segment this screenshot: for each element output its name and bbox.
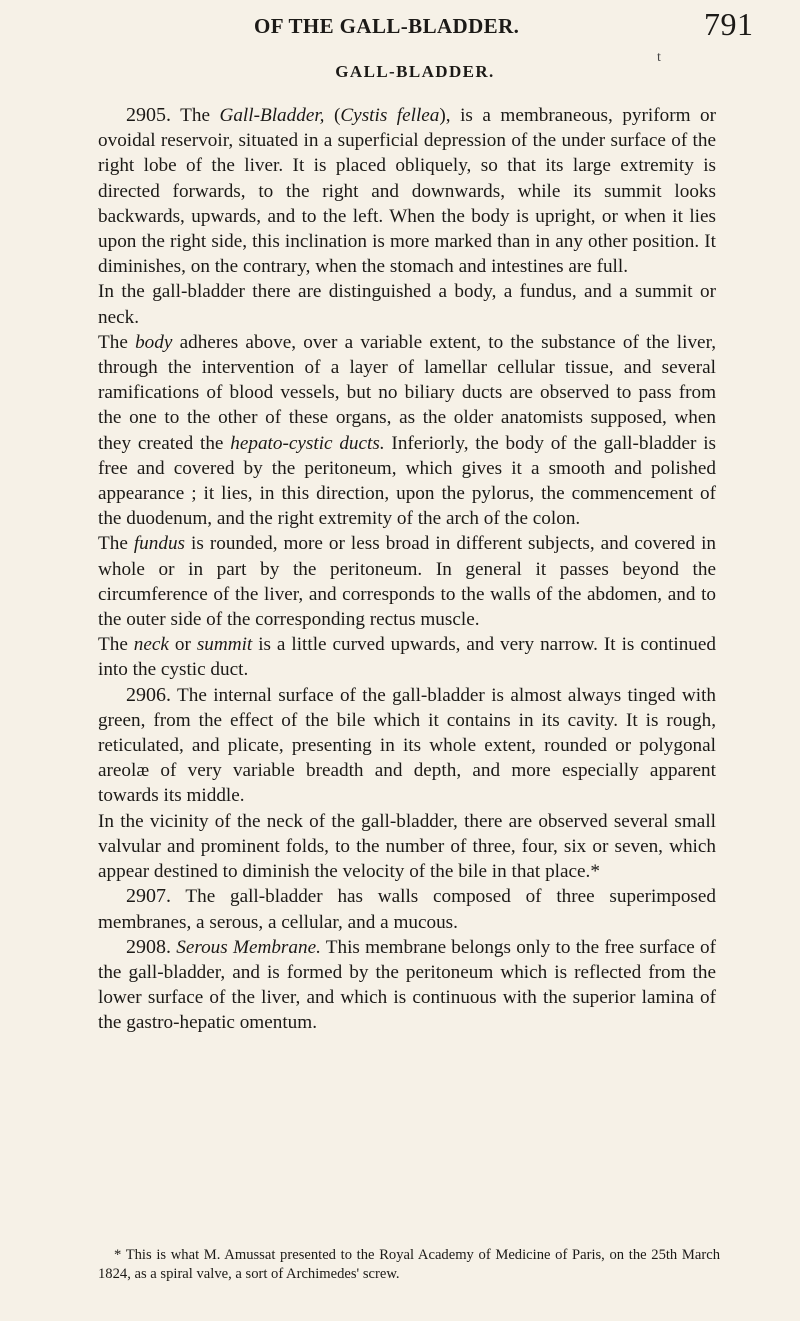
footnote: * This is what M. Amussat presented to the Royal Academy of Medicine of Paris, on the 25th March 1824, as a spiral valve, a sort of Archimedes' screw. (98, 1247, 720, 1282)
text-run: ( (324, 105, 341, 126)
italic-term: Gall-Bladder, (219, 105, 325, 126)
paragraph-body (98, 330, 716, 532)
paragraph-number: 2908. (126, 935, 171, 958)
italic-term: Cystis fellea (340, 105, 440, 126)
ornament-mark: t (657, 50, 661, 65)
paragraph-distinguished (98, 279, 716, 329)
italic-term: Serous Membrane. (171, 936, 321, 958)
paragraph-2905 (98, 103, 716, 279)
section-title: GALL-BLADDER. (335, 62, 495, 81)
running-head (0, 6, 800, 50)
text-run: The (98, 331, 136, 353)
text-run: is a little curved upwards, and very narrow. It is continued into the cystic duct. (98, 634, 716, 681)
text-run: or (168, 634, 197, 656)
text-run: adheres above, over a variable extent, to the substance of the liver, through the intervention of a layer of lamellar cellular tissue, and several ramifications of blood vessels, but no biliary ducts are observed to pass from the one to the other of these organs, as the older anatomists supposed, when they created the (98, 331, 716, 454)
paragraph-2908 (98, 935, 716, 1036)
text-run: The (98, 634, 134, 656)
paragraph-number: 2907. (126, 885, 171, 908)
text-run: The internal surface of the gall-bladder is almost always tinged with green, from the effect of the bile which it contains in its cavity. It is rough, reticulated, and plicate, presenting in its whole extent, rounded or polygonal areolæ of very variable breadth and depth, and more especially apparent towards its middle. (98, 684, 716, 807)
text-run: The (98, 533, 134, 555)
page-number: 791 (704, 6, 754, 42)
italic-term: body (135, 331, 173, 353)
text-run: Inferiorly, the body of the gall-bladder is free and covered by the peritoneum, which gives it a smooth and polished appearance ; it lies, in this direction, upon the pylorus, the commencement of the duodenum, and the right extremity of the arch of the colon. (98, 432, 717, 530)
text-run: ), is a membraneous, pyriform or ovoidal reservoir, situated in a superficial depression of the under surface of the right lobe of the liver. It is placed obliquely, so that its large extremity is directed forwards, to the right and downwards, while its summit looks backwards, upwards, and to the left. When the body is upright, or when it lies upon the right side, this inclination is more marked than in any other position. It diminishes, on the contrary, when the stomach and intestines are full. (98, 105, 717, 278)
italic-term: summit (196, 634, 253, 656)
body-text (98, 103, 716, 1036)
text-run: The gall-bladder has walls composed of three superimposed membranes, a serous, a cellular, and a mucous. (98, 886, 716, 933)
paragraph-vicinity (98, 809, 716, 885)
paragraph-number: 2906. (126, 683, 171, 706)
text-run: The (171, 105, 220, 126)
text-run: is rounded, more or less broad in different subjects, and covered in whole or in part by the peritoneum. In general it passes beyond the circumference of the liver, and corresponds to the walls of the abdomen, and to the outer side of the corresponding rectus muscle. (98, 533, 716, 631)
paragraph-number: 2905. (126, 104, 171, 126)
text-run: In the gall-bladder there are distinguished a body, a fundus, and a summit or neck. (98, 281, 716, 328)
italic-term: hepato-cystic ducts. (230, 432, 385, 454)
text-run: This membrane belongs only to the free surface of the gall-bladder, and is formed by the peritoneum which is reflected from the lower surface of the liver, and which is continuous with the superior lamina of the gastro-hepatic omentum. (98, 936, 717, 1034)
paragraph-neck (98, 632, 716, 682)
paragraph-2907 (98, 884, 716, 934)
paragraph-fundus (98, 531, 716, 632)
italic-term: neck (133, 634, 169, 656)
italic-term: fundus (133, 533, 186, 555)
running-title: OF THE GALL-BLADDER. (254, 14, 520, 38)
text-run: In the vicinity of the neck of the gall-bladder, there are observed several small valvular and prominent folds, to the number of three, four, six or seven, which appear destined to diminish the velocity of the bile in that place.* (98, 810, 716, 883)
paragraph-2906 (98, 683, 716, 809)
